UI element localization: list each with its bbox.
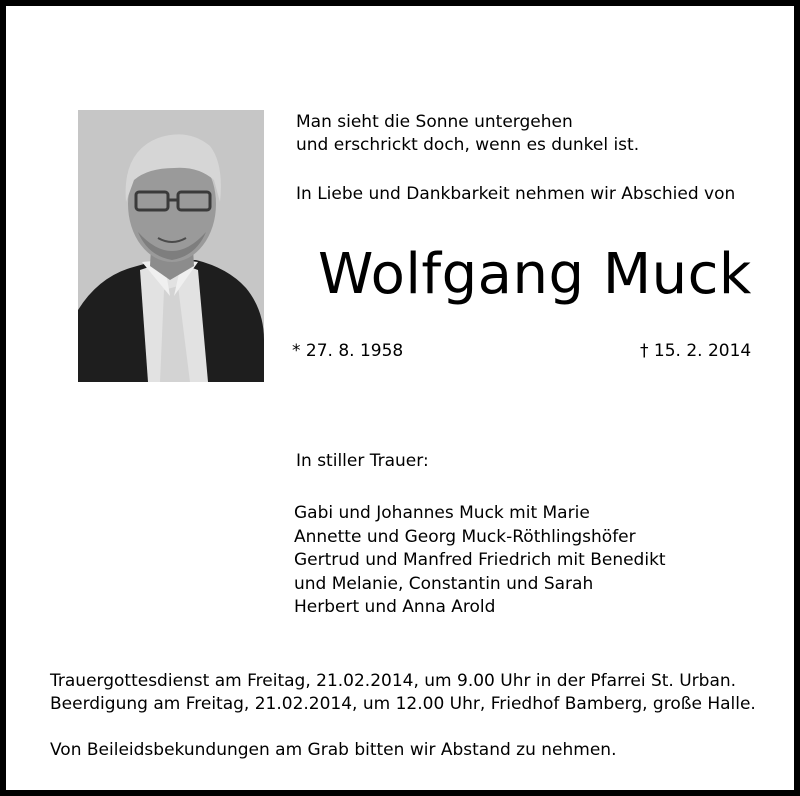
- list-item: Gertrud und Manfred Friedrich mit Benedikt: [294, 550, 666, 570]
- mourners-list: [294, 502, 666, 620]
- list-item: Herbert und Anna Arold: [294, 597, 496, 617]
- deceased-name: Wolfgang Muck: [318, 242, 752, 307]
- service-details: [50, 670, 756, 716]
- verse-line: und erschrickt doch, wenn es dunkel ist.: [296, 135, 640, 155]
- farewell-intro: In Liebe und Dankbarkeit nehmen wir Abschied von: [296, 184, 736, 204]
- death-date: † 15. 2. 2014: [640, 341, 752, 361]
- verse-line: Man sieht die Sonne untergehen: [296, 112, 573, 132]
- mourning-label: In stiller Trauer:: [296, 451, 429, 471]
- burial-line: Beerdigung am Freitag, 21.02.2014, um 12.00 Uhr, Friedhof Bamberg, große Halle.: [50, 694, 756, 714]
- list-item: und Melanie, Constantin und Sarah: [294, 573, 594, 594]
- funeral-service-line: Trauergottesdienst am Freitag, 21.02.2014, um 9.00 Uhr in der Pfarrei St. Urban.: [50, 671, 737, 691]
- birth-date: * 27. 8. 1958: [292, 341, 404, 361]
- list-item: Annette und Georg Muck-Röthlingshöfer: [294, 526, 636, 547]
- memorial-verse: [296, 111, 639, 157]
- list-item: Gabi und Johannes Muck mit Marie: [294, 503, 590, 523]
- portrait-photo: [78, 110, 264, 382]
- condolence-note: Von Beileidsbekundungen am Grab bitten wir Abstand zu nehmen.: [50, 740, 617, 760]
